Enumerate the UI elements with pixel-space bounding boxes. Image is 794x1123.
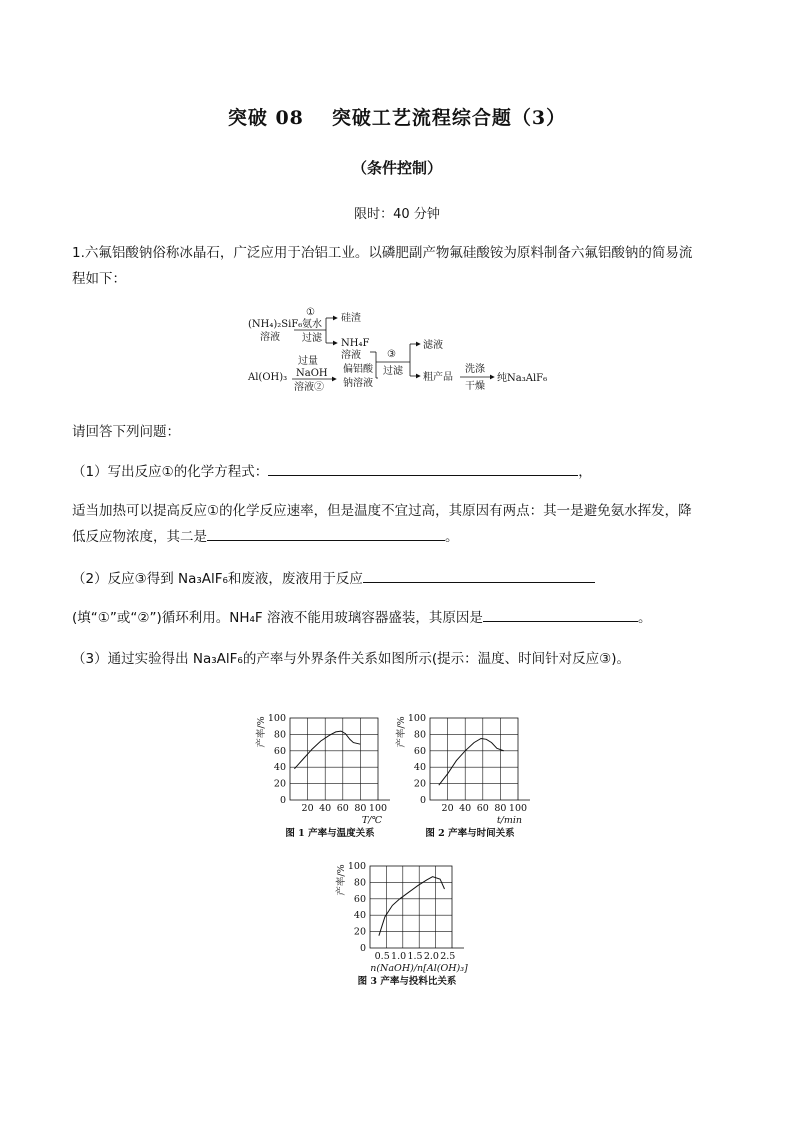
flow-step2-c: 溶液② — [294, 382, 324, 393]
x-tick-label: 2.5 — [440, 951, 456, 962]
y-tick-label: 60 — [273, 745, 286, 757]
part2b-end: 。 — [637, 610, 652, 626]
flow-step2-a: 过量 — [298, 356, 318, 367]
x-tick-label: 20 — [441, 803, 454, 814]
title-prefix: 突破 08 — [227, 107, 304, 129]
part1b-line-2-text: 低反应物浓度，其二是 — [72, 529, 207, 545]
flow-out-filtrate: 滤液 — [423, 340, 443, 351]
part2b — [72, 605, 722, 631]
y-axis-label: 产率/% — [336, 864, 347, 896]
flow-product: 纯Na₃AlF₆ — [497, 373, 548, 384]
chart-2 — [390, 700, 540, 840]
part1b-line-2 — [72, 524, 722, 550]
flow-step2-b: NaOH — [296, 368, 328, 379]
flow-start1-a: (NH₄)₂SiF₆ — [248, 319, 303, 330]
y-tick-label: 0 — [279, 795, 286, 806]
part2b-text: (填“①”或“②”)循环利用。NH₄F 溶液不能用玻璃容器盛装，其原因是 — [72, 610, 483, 626]
plot-frame — [370, 866, 452, 948]
part1-end: ， — [578, 464, 592, 480]
y-tick-label: 20 — [273, 778, 286, 790]
y-axis-label: 产率/% — [256, 716, 267, 748]
flow-wash: 洗涤 — [465, 364, 485, 375]
flow-nh4f-a: NH₄F — [341, 338, 370, 349]
y-axis-label: 产率/% — [396, 716, 407, 748]
x-tick-label: 1.0 — [391, 951, 407, 962]
part1b — [72, 498, 722, 550]
process-flowchart — [240, 300, 560, 400]
x-tick-label: 40 — [319, 803, 332, 814]
x-tick-label: 2.0 — [423, 951, 439, 962]
x-axis-label: t/min — [496, 815, 522, 826]
flow-nh4f-b: 溶液 — [341, 350, 361, 361]
question-intro — [72, 240, 722, 292]
part2-text: （2）反应③得到 Na₃AlF₆和废液，废液用于反应 — [72, 571, 363, 587]
y-tick-label: 100 — [267, 713, 286, 724]
x-axis-label: T/℃ — [361, 815, 382, 826]
x-axis-label: n(NaOH)/n[Al(OH)₃] — [370, 963, 468, 974]
intro-line-1: 1.六氟铝酸钠俗称冰晶石，广泛应用于冶铝工业。以磷肥副产物氟硅酸铵为原料制备六氟铝酸钠的简易流 — [72, 245, 693, 261]
part2 — [72, 566, 722, 592]
y-tick-label: 40 — [413, 762, 426, 774]
y-tick-label: 40 — [273, 762, 286, 774]
y-tick-label: 20 — [353, 926, 366, 938]
answer-blank-3[interactable] — [363, 568, 595, 583]
part3: （3）通过实验得出 Na₃AlF₆的产率与外界条件关系如图所示(提示：温度、时间针对反应③)。 — [72, 651, 630, 667]
y-tick-label: 60 — [413, 745, 426, 757]
flow-step1-a: 氨水 — [302, 319, 322, 330]
answer-prompt: 请回答下列问题： — [72, 424, 180, 440]
x-tick-label: 0.5 — [374, 951, 390, 962]
flow-step1-b: 过滤 — [302, 333, 322, 344]
flow-step3-a: 过滤 — [383, 366, 403, 377]
part1b-line-1: 适当加热可以提高反应①的化学反应速率，但是温度不宜过高，其原因有两点：其一是避免氨水挥发，降 — [72, 503, 692, 519]
flow-start1-b: 溶液 — [260, 332, 280, 343]
flow-dry: 干燥 — [465, 381, 485, 392]
page-subtitle: （条件控制） — [351, 159, 442, 177]
x-tick-label: 20 — [301, 803, 314, 814]
plot-frame — [430, 718, 518, 800]
flow-step3-num: ③ — [387, 349, 396, 360]
x-tick-label: 1.5 — [407, 951, 423, 962]
x-tick-label: 100 — [508, 803, 528, 814]
chart-1 — [250, 700, 400, 840]
x-tick-label: 60 — [476, 803, 489, 814]
chart-3 — [330, 848, 490, 990]
y-tick-label: 80 — [413, 729, 426, 741]
series-line — [379, 877, 445, 936]
y-tick-label: 20 — [413, 778, 426, 790]
x-tick-label: 60 — [336, 803, 349, 814]
series-line — [294, 731, 360, 769]
x-tick-label: 100 — [368, 803, 388, 814]
title-main: 突破工艺流程综合题（3） — [331, 107, 567, 129]
y-tick-label: 80 — [273, 729, 286, 741]
flow-start2: Al(OH)₃ — [248, 372, 288, 383]
time-limit: 限时：40 分钟 — [354, 207, 440, 222]
part1 — [72, 459, 722, 485]
flow-aluminate-b: 钠溶液 — [343, 378, 373, 389]
flow-crude: 粗产品 — [423, 372, 453, 383]
y-tick-label: 0 — [419, 795, 426, 806]
y-tick-label: 100 — [347, 861, 366, 872]
x-tick-label: 80 — [354, 803, 367, 814]
part1-text: （1）写出反应①的化学方程式： — [72, 464, 269, 480]
flow-out-silica: 硅渣 — [341, 313, 361, 324]
page-title — [0, 103, 794, 130]
series-line — [439, 739, 504, 786]
intro-line-2: 程如下： — [72, 271, 126, 287]
answer-blank-2[interactable] — [207, 526, 445, 541]
y-tick-label: 40 — [353, 910, 366, 922]
part1b-end: 。 — [445, 529, 459, 545]
answer-blank-1[interactable] — [268, 461, 578, 476]
y-tick-label: 60 — [353, 893, 366, 905]
chart-caption: 图 2 产率与时间关系 — [425, 828, 515, 839]
flow-aluminate-a: 偏铝酸 — [343, 364, 373, 375]
y-tick-label: 100 — [407, 713, 426, 724]
y-tick-label: 80 — [353, 877, 366, 889]
x-tick-label: 40 — [459, 803, 472, 814]
chart-caption: 图 1 产率与温度关系 — [285, 828, 375, 839]
y-tick-label: 0 — [359, 943, 366, 954]
flow-step1-num: ① — [306, 307, 315, 318]
x-tick-label: 80 — [494, 803, 507, 814]
answer-blank-4[interactable] — [483, 607, 638, 622]
chart-caption: 图 3 产率与投料比关系 — [357, 976, 457, 987]
